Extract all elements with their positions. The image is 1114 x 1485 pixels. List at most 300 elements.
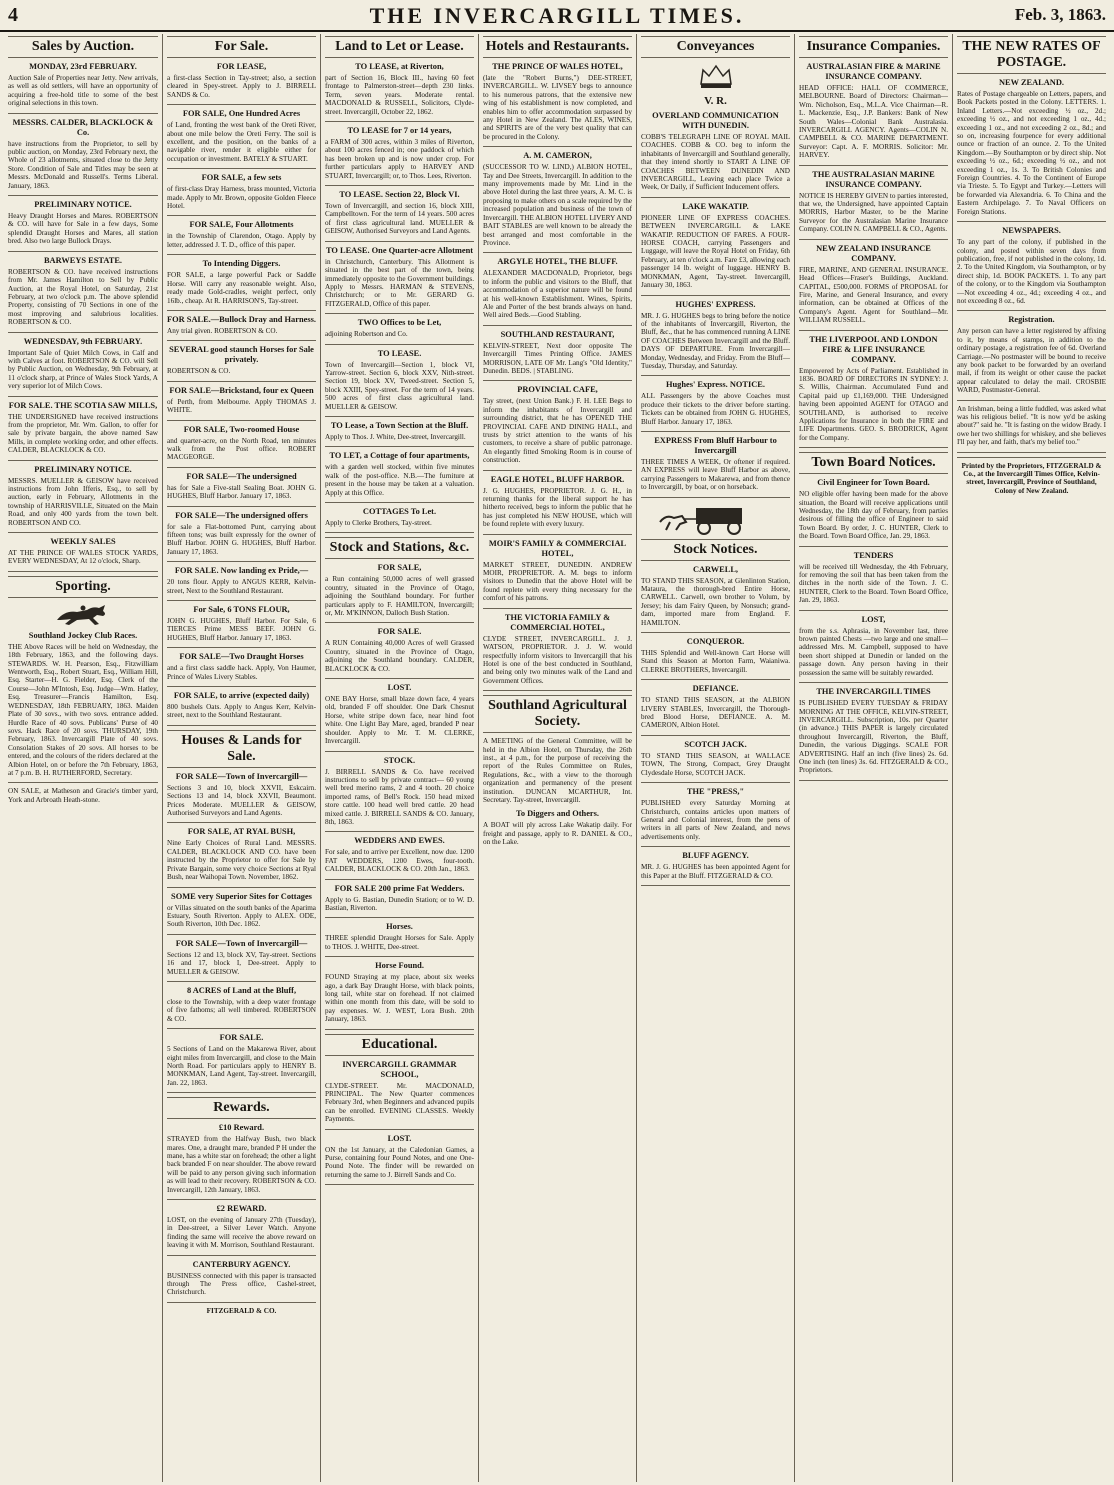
advertisement (799, 244, 948, 331)
divider (641, 375, 790, 376)
divider (167, 1028, 316, 1029)
advertisement (325, 126, 474, 186)
advertisement-title: BLUFF AGENCY. (682, 851, 749, 861)
advertisement (325, 1060, 474, 1130)
divider (325, 622, 474, 623)
advertisement-text: STRAYED from the Halfway Bush, two black mares. One, a draught mare, branded P H under the mane, has a white star on forehead; the other a light back branded F on near shoulder. The above reward will be paid to any person giving such information as will lead to their recovery. ROBERTSON & CO. Invercargill, 12th January, 1863. (167, 1135, 316, 1194)
advertisement (167, 827, 316, 887)
divider (8, 571, 158, 572)
section-heading-stock-stations: Stock and Stations, &c. (325, 537, 474, 559)
advertisement-text: LOST, on the evening of January 27th (Tuesday), in Dee-street, a Silver Lever Watch. Anyone finding the same will receive the above reward on leaving it with M. Morrison, Southland Restaurant. (167, 1216, 316, 1250)
advertisement-title: For Sale, 6 TONS FLOUR, (193, 605, 290, 614)
advertisement-text: part of Section 16, Block III., having 60 feet frontage to Palmerston-street—depth 230 links. Term, seven years. Moderate rental. MACDONALD & RUSSELL, Solicitors, Clyde-street. Invercargill, October 22, 1862. (325, 74, 474, 116)
advertisement (167, 566, 316, 601)
advertisement-title: TWO Offices to be Let, (357, 318, 442, 328)
column-insurance (794, 34, 952, 1482)
divider (799, 682, 948, 683)
advertisement-text: Tay street, (next Union Bank.) F. H. LEE Begs to inform the inhabitants of Invercargill and surrounding district, that he has OPENED THE PROVINCIAL CAFE AND DINING HALL, and trusts by strict attention to the wants of his customers, to receive a share of public patronage. An elegantly fitted Smoking Room is in course of construction. (483, 397, 632, 465)
advertisement-text: Any trial given. ROBERTSON & CO. (167, 326, 278, 335)
divider (167, 506, 316, 507)
advertisement-title: BARWEYS ESTATE. (43, 255, 123, 265)
town-board-list (799, 478, 948, 781)
divider (483, 470, 632, 471)
advertisement (167, 173, 316, 216)
advertisement-text: Town of Invercargill, and section 16, block XIII, Campbelltown. For the term of 14 years. 500 acres of first class agricultural land. MUELLER & GEISOW, Authorised Surveyors and Land Agents. (325, 202, 474, 236)
divider (325, 446, 474, 447)
advertisement (325, 451, 474, 503)
advertisement (641, 684, 790, 736)
newspaper-title: THE INVERCARGILL TIMES. (369, 3, 745, 28)
advertisement-title: INVERCARGILL GRAMMAR SCHOOL, (342, 1059, 457, 1079)
divider (167, 686, 316, 687)
advertisement-title: FOR SALE, to arrive (expected daily) (173, 691, 310, 701)
advertisement-title: FOR SALE 200 prime Fat Wedders. (334, 883, 465, 893)
section-heading-sporting: Sporting. (8, 576, 158, 598)
advertisement-text: or Villas situated on the south banks of the Aparima Estuary, South Riverton. Apply to ALEX. ODE, South Riverton, 10th Dec. 1862. (167, 903, 316, 929)
divider (8, 532, 158, 533)
advertisement-text: BUSINESS connected with this paper is transacted through The Press office, Cashel-street, Christchurch. (167, 1271, 316, 1297)
advertisement-text: will be received till Wednesday, the 4th February, for removing the soil that has been taken from the ditches in the north side of the Town. J. C. HUNTER, Clerk to the Board. Town Board Office, Jan. 29, 1863. (799, 562, 948, 605)
advertisement-title: CONQUEROR. (686, 637, 745, 647)
divider (641, 735, 790, 736)
advertisement-text: To any part of the colony, if published in the colony, and posted within seven days from publication, free, if not published in the colony, 1d. 2. To the United Kingdom, via Southampton, or by direct ship, 1d. BOOK PACKETS. 1. To any part of the colony, or to the Kingdom via Southampton—Not exceeding 4 oz., 4d.; exceeding 4 oz., and not exceeding 8 oz., 6d. (957, 238, 1106, 305)
divider (8, 460, 158, 461)
divider (641, 885, 790, 886)
timber-notice: ON SALE, at Matheson and Gracie's timber yard, York and Arbroath Heath-stone. (8, 787, 158, 804)
advertisement-title: Horse Found. (375, 961, 424, 971)
advertisement-title: TO LET, a Cottage of four apartments, (329, 451, 470, 461)
divider (641, 679, 790, 680)
advertisement-title: Registration. (1008, 315, 1055, 325)
advertisement (957, 405, 1106, 453)
advertisement-title: Horses. (386, 922, 413, 932)
advertisement-title: FOR SALE—The undersigned offers (175, 510, 308, 520)
advertisement (641, 300, 790, 377)
advertisement-text: Apply to G. Bastian, Dunedin Station; or to W. D. Bastian, Riverton. (325, 895, 474, 912)
advertisement-title: MOIR'S FAMILY & COMMERCIAL HOTEL, (488, 538, 627, 558)
advertisement (167, 1123, 316, 1200)
divider (325, 502, 474, 503)
advertisement-text: (late the "Robert Burns,") DEE-STREET, INVERCARGILL. W. LIVSEY begs to announce to his numerous patrons, that the extensive new wing of his establishment is now completed, and enables him to offer accommodation surpassed by any Hotel in New Zealand. The ALES, WINES, and SPIRITS are of the very best quality that can be procured in the Colony. (483, 74, 632, 141)
advertisement (167, 511, 316, 563)
advertisement (325, 507, 474, 533)
advertisement (641, 565, 790, 633)
advertisement (483, 257, 632, 325)
divider (325, 1184, 474, 1185)
advertisement-title: FOR SALE, Two-roomed House (183, 424, 300, 434)
advertisement-title: TO LEASE, at Riverton, (355, 62, 444, 71)
advertisement-title: FOR SALE. Now landing ex Pride,— (174, 566, 309, 576)
advertisement (167, 386, 316, 421)
advertisement-title: To Intending Diggers. (202, 259, 281, 269)
advertisement-text: 5 Sections of Land on the Makarewa River, about eight miles from Invercargill, and close to the Main North Road. For particulars apply to HENRY B. MONKMAN, Land Agent, Tay-street. Invercargill, Jan. 22, 1863. (167, 1045, 316, 1087)
advertisement-text: Rates of Postage chargeable on Letters, papers, and Book Packets posted in the Colony. LETTERS. 1. Inland Letters.—Not exceeding ½ oz., 2d.; exceeding ½ oz., and not exceeding 1 oz., 4d.; exceeding 1 oz., and not exceeding 2 oz., 8d.; and so on, increasing fourpence for every additional ounce or fraction of an ounce. 2. To the United Kingdom.—By Southampton or by direct ship. Not exceeding ½ oz., 6d.; exceeding ½ oz., and not exceeding 1 oz., 1s. 3. To British Colonies and Foreign Countries. 4. To the Continent of Europe via Trieste. 5. To Egypt and Turkey.—Letters will be forwarded via Alexandria. 6. To China and the Eastern Archipelago. 7. To Naval Officers on Foreign Stations. (957, 90, 1106, 216)
advertisement (325, 349, 474, 417)
advertisement (8, 62, 158, 114)
advertisement-text: TO STAND THIS SEASON, at Glenlinton Station, Mataura, the thorough-bred Entire Horse, CARWELL. Carwell, own brother to Volum, by Jersey; his dam Fairy Queen, by Nonsuch; grand-dam, imported mare from England. F. HAMILTON. (641, 576, 790, 627)
advertisement-title: CARWELL, (692, 564, 739, 574)
section-heading-agricultural-society: Southland Agricultural Society. (483, 695, 632, 733)
advertisement-title: FOR SALE, a few sets (201, 173, 282, 183)
advertisement-title: FOR SALE, One Hundred Acres (182, 109, 301, 119)
advertisement-text: MARKET STREET, DUNEDIN. ANDREW MOIR, PROPRIETOR. A. M. begs to inform visitors to Dunedin that the above Hotel will be found replete with every thing necessary for the comfort of his patrons. (483, 560, 632, 603)
insurance-list (799, 62, 948, 448)
advertisement-title: THE INVERCARGILL TIMES (816, 687, 931, 697)
divider (167, 1302, 316, 1303)
advertisement (483, 475, 632, 535)
section-heading-for-sale: For Sale. (167, 36, 316, 58)
advertisement-text: HEAD OFFICE: HALL OF COMMERCE, MELBOURNE. Board of Directors: Chairman—Wm. Nicholson, Esq., M.L.A. Vice Chairman—R. L. Mackenzie, Esq., J.P. Bankers: Bank of New South Wales—Colonial Bank Australasia. INVERCARGILL AGENCY. Agents—COLIN N. CAMPBELL & CO. MARINE DEPARTMENT. Surveyor: Capt. A. F. MORRIS. Solicitor: Mr. HARVEY. (799, 84, 948, 160)
advertisement-text: for sale a Flat-bottomed Punt, carrying about fifteen tons; was built expressly for the owner of Bluff Harbor. JOHN G. HUGHES, Bluff Harbor. January 17, 1863. (167, 522, 316, 556)
race-meeting-title: Southland Jockey Club Races. (28, 630, 138, 640)
divider (325, 917, 474, 918)
divider (483, 325, 632, 326)
advertisement-text: FIRE, MARINE, AND GENERAL INSURANCE. Head Offices—Fraser's Buildings, Auckland. CAPITAL, £500,000. FORMS of PROPOSAL for Fire, Marine, and General Insurance, and every information, can be obtained at Offices of the Company's Agent. Agent for Southland—Mr. WILLIAM RUSSELL. (799, 265, 948, 325)
column-land-lease (320, 34, 478, 1482)
advertisement (167, 425, 316, 468)
divider (325, 751, 474, 752)
section-heading-hotels: Hotels and Restaurants. (483, 36, 632, 58)
advertisement-title: DEFIANCE. (692, 684, 739, 694)
column-hotels (478, 34, 636, 1482)
advertisement-title: AUSTRALASIAN FIRE & MARINE INSURANCE COMPANY. (806, 62, 941, 81)
advertisement-text: TO STAND THIS SEASON, at WALLACE TOWN, The Strong, Compact, Grey Draught Clydesdale Horse, SCOTCH JACK. (641, 751, 790, 777)
advertisement-text: of Perth, from Melbourne. Apply THOMAS J. WHITE. (167, 397, 316, 415)
advertisement-title: LAKE WAKATIP. (682, 201, 749, 211)
divider (957, 221, 1106, 222)
advertisement-text: Important Sale of Quiet Milch Cows, in Calf and with Calves at foot. ROBERTSON & CO. will Sell by Public Auction, on Wednesday, 9th February, at 11 o'clock sharp, at Prince of Wales Stock Yards, A very superior lot of Milch Cows. (8, 348, 158, 391)
divider (483, 252, 632, 253)
advertisement (167, 62, 316, 105)
divider (167, 934, 316, 935)
divider (325, 678, 474, 679)
advertisement-title: TO Lease, a Town Section at the Bluff. (330, 420, 469, 430)
advertisement-title: WEDDERS AND EWES. (354, 836, 445, 846)
advertisement-text: in Christchurch, Canterbury. This Allotment is situated in the best part of the town, being immediately opposite to the Government buildings. Apply to Messrs. HARMAN & STEVENS, Christchurch; or to Mr. GERARD G. FITZGERALD, Office of this paper. (325, 257, 474, 308)
advertisement-title: SEVERAL good staunch Horses for Sale privately. (169, 345, 314, 365)
divider (483, 534, 632, 535)
advertisement-title: CANTERBURY AGENCY. (192, 1259, 291, 1269)
divider (957, 310, 1106, 311)
advertisement (325, 563, 474, 623)
divider (167, 647, 316, 648)
divider (167, 981, 316, 982)
advertisement-text: ROBERTSON & CO. (167, 367, 231, 376)
advertisement-title: PRELIMINARY NOTICE. (34, 464, 132, 474)
divider (167, 1092, 316, 1093)
advertisement (325, 421, 474, 447)
divider (167, 168, 316, 169)
advertisement-text: KELVIN-STREET, Next door opposite The Invercargill Times Printing Office. JAMES MORRISON, LATE OF Mr. Lang's "Old Identity," Dunedin. BEDS. | STABLING. (483, 341, 632, 375)
postage-list (957, 78, 1106, 453)
divider (167, 1199, 316, 1200)
divider (8, 113, 158, 114)
advertisement-text: THE UNDERSIGNED have received instructions from the proprietor, Mr. Wm. Gallon, to offer for sale by private bargain, the above named Saw Mills, in complete working order, and other effects. CALDER, BLACKLOCK & CO. (8, 412, 158, 455)
advertisement-title: 8 ACRES of Land at the Bluff, (186, 985, 297, 995)
advertisement-text: A RUN Containing 40,000 Acres of well Grassed Country, situated in the Province of Otago, adjoining the Southland boundary. CALDER, BLACKLOCK & CO. (325, 639, 474, 673)
advertisement (167, 1260, 316, 1303)
advertisement-text: a first-class Section in Tay-street; also, a section cleared in Spey-street. Apply to J. BIRRELL SANDS & Co. (167, 74, 316, 99)
advertisement (641, 380, 790, 432)
advertisement-text: of first-class Dray Harness, brass mounted, Victoria made. Apply to Mr. Brown, opposite Golden Fleece Hotel. (167, 185, 316, 211)
divider (167, 340, 316, 341)
divider (325, 956, 474, 957)
lease-list (325, 62, 474, 533)
advertisement (167, 315, 316, 341)
section-heading-postage: THE NEW RATES OF POSTAGE. (957, 36, 1106, 74)
advertisement (8, 256, 158, 333)
advertisement-title: THE AUSTRALASIAN MARINE INSURANCE COMPANY. (812, 169, 935, 189)
advertisement-text: Sections 12 and 13, block XV, Tay-street. Sections 16 and 17, block I, Dee-street. Apply to MUELLER & GEISOW. (167, 950, 316, 976)
page-number: 4 (8, 4, 18, 26)
divider (325, 831, 474, 832)
advertisement-text: from the s.s. Aphrasia, in November last, three brown painted Chests —two large and one small—addressed Mrs. M. Campbell, supposed to have been short shipped at Dunedin or landed on the passage down. Any person having in their possession the same will be suitably rewarded. (799, 626, 948, 677)
advertisement-title: ARGYLE HOTEL, THE BLUFF. (497, 257, 618, 267)
divider (167, 310, 316, 311)
masthead (0, 0, 1114, 32)
advertisement (641, 436, 790, 498)
advertisement-text: FOUND Straying at my place, about six weeks ago, a dark Bay Draught Horse, with black points, long tail, white star on forehead. If not claimed within one month from this date, will be sold to pay expenses. W. J. WEST, Lora Bush. 20th January, 1863. (325, 973, 474, 1024)
advertisement (8, 401, 158, 461)
advertisement-text: and quarter-acre, on the North Road, ten minutes walk from the Post office. ROBERT MACGEORGE. (167, 436, 316, 462)
column-imprint: FITZGERALD & CO. (206, 1306, 277, 1315)
advertisement-text: AT THE PRINCE OF WALES STOCK YARDS, EVERY WEDNESDAY, At 12 o'clock, Sharp. (8, 549, 158, 566)
divider (325, 1129, 474, 1130)
advertisement-title: FOR SALE—The undersigned (186, 471, 297, 481)
advertisement (641, 111, 790, 198)
advertisement (799, 62, 948, 166)
divider (799, 546, 948, 547)
divider (8, 332, 158, 333)
advertisement-title: STOCK. (383, 755, 416, 765)
divider (957, 457, 1106, 458)
advertisement-text: Empowered by Acts of Parliament. Established in 1836. BOARD OF DIRECTORS IN SYDNEY: J. S. Willis, Chairman. Accumulated Fund and Capital paid up £1,169,000. THE Undersigned having been appointed AGENT for OTAGO and SOUTHLAND, is authorised to receive Applications for Insurance in both the FIRE and LIFE Departments. GEO. S. BRODRICK, Agent for the Company. (799, 366, 948, 442)
advertisement-text: CLYDE-STREET. Mr. MACDONALD, PRINCIPAL. The New Quarter commences February 3rd, when Beginners and advanced pupils can be enrolled. EVENING CLASSES. Weekly Payments. (325, 1081, 474, 1124)
advertisement-title: SOME very Superior Sites for Cottages (171, 891, 312, 901)
divider (641, 497, 790, 498)
advertisement-text: ROBERTSON & CO. have received instructions from Mr. James Hamilton to Sell by Public Auction, at the Royal Hotel, on Saturday, 21st February, at two o'clock p.m. The above splendid Property, consisting of 70 Sections in one of the most improving and salubrious localities. ROBERTSON & CO. (8, 267, 158, 327)
advertisement (8, 337, 158, 397)
advertisement-text: TO STAND THIS SEASON, at the ALBION LIVERY STABLES, Invercargill, the Thorough-bred Blood Horse, DEFIANCE. A. M. CAMERON, Albion Hotel. (641, 696, 790, 730)
advertisement-text: THIS Splendid and Well-known Cart Horse will Stand this Season at Morton Farm, Waianiwa. CLERKE BROTHERS, Invercargill. (641, 649, 790, 674)
advertisement-title: £10 Reward. (218, 1123, 265, 1133)
divider (325, 879, 474, 880)
divider (799, 165, 948, 166)
divider (641, 295, 790, 296)
divider (8, 782, 158, 783)
advertisement (167, 605, 316, 648)
advertisement (167, 986, 316, 1029)
advertisement (167, 109, 316, 169)
advertisement (799, 551, 948, 611)
section-heading-auction: Sales by Auction. (8, 36, 158, 58)
divider (483, 690, 632, 691)
advertisement-title: FOR SALE. (219, 1033, 264, 1043)
columns (4, 34, 1110, 1482)
advertisement-text: ON the 1st January, at the Caledonian Games, a Purse, containing four Pound Notes, and one One-Pound Note. The finder will be rewarded on returning the same to J. Birrell Sands and Co. (325, 1145, 474, 1179)
advertisement (167, 472, 316, 507)
advertisement (641, 740, 790, 783)
advertisement-text: Apply to Clerke Brothers, Tay-street. (325, 519, 432, 527)
advertisement-text: MR. J. G. HUGHES has been appointed Agent for this Paper at the Bluff. FITZGERALD & CO. (641, 863, 790, 880)
advertisement (325, 62, 474, 122)
advertisement-text: THREE splendid Draught Horses for Sale. Apply to THOS. J. WHITE, Dee-street. (325, 934, 474, 951)
advertisement-text: ALEXANDER MACDONALD, Proprietor, begs to inform the public and visitors to the Bluff, that accommodation of a superior nature will be found at his well-known Establishment. Wines, Spirits, Ale and Porter of the best brands always on hand. Well aired Beds.—Good Stabling. (483, 269, 632, 320)
advertisement-title: FOR SALE—Brickstand, four ex Queen (169, 385, 314, 395)
advertisement (167, 772, 316, 824)
advertisement-text: Town of Invercargill—Section 1, block VI, Yarrow-street. Section 6, block XXV, Nith-street. Section 19, block XV, Tweed-street. Section 5, block XXIII, Spey-street. For the term of 14 years. 500 acres of first class agricultural land. MUELLER & GEISOW. (325, 360, 474, 411)
divider (8, 251, 158, 252)
advertisement-text: MR. J. G. HUGHES begs to bring before the notice of the inhabitants of Invercargill, Riverton, the Bluff, &c., that he has commenced running A LINE OF COACHES Between Invercargill and the Bluff. DAYS OF DEPARTURE. From Invercargill—Monday, Wednesday, and Friday. From the Bluff—Tuesday, Thursday, and Saturday. (641, 311, 790, 370)
advertisement-title: THE LIVERPOOL AND LONDON FIRE & LIFE INSURANCE COMPANY. (809, 334, 938, 364)
advertisement-title: LOST, (861, 614, 886, 624)
advertisement-title: FOR SALE. (377, 627, 422, 637)
divider (641, 782, 790, 783)
divider (483, 608, 632, 609)
advertisement-text: J. G. HUGHES, PROPRIETOR. J. G. H., in returning thanks for the liberal support he has hitherto received, begs to inform the public that he has just completed his NEW HOUSE, which will be found replete with every luxury. (483, 486, 632, 529)
advertisement (325, 318, 474, 344)
advertisement (799, 335, 948, 449)
advertisement-text: close to the Township, with a deep water frontage of five fathoms; all well timbered. ROBERTSON & CO. (167, 997, 316, 1023)
advertisement-title: TO LEASE. Section 22, Block VI. (339, 190, 460, 200)
advertisement-title: FOR LEASE, (216, 62, 267, 71)
for-sale-list (167, 62, 316, 726)
advertisement-text: MESSRS. MUELLER & GEISOW have received instructions from John Ifferis, Esq., to sell by auction, early in February, Allotments in the township of HARRISVILLE, Situated on the Main Road, and only 400 yards from the town belt. ROBERTSON AND CO. (8, 476, 158, 527)
advertisement-text: NOTICE IS HEREBY GIVEN to parties interested, that we, the Undersigned, have appointed Captain MORRIS, Harbor Master, to be the Marine Surveyor for the Australasian Marine Insurance Company. COLIN N. CAMPBELL & CO., Agents. (799, 191, 948, 234)
educational-list (325, 1060, 474, 1186)
advertisement-title: FOR SALE, (377, 563, 422, 573)
advertisement (167, 259, 316, 311)
advertisement-title: EAGLE HOTEL, BLUFF HARBOR. (490, 474, 625, 484)
advertisement-title: WEDNESDAY, 9th FEBRUARY. (23, 336, 143, 346)
advertisement-title: SOUTHLAND RESTAURANT, (500, 329, 615, 339)
advertisement (325, 683, 474, 751)
advertisement (167, 1204, 316, 1256)
section-heading-houses: Houses & Lands for Sale. (167, 730, 316, 768)
advertisement (167, 691, 316, 726)
hotels-list (483, 62, 632, 691)
advertisement (641, 637, 790, 680)
section-heading-insurance: Insurance Companies. (799, 36, 948, 58)
advertisement (325, 627, 474, 679)
advertisement-title: FOR SALE. THE SCOTIA SAW MILLS, (8, 400, 158, 410)
divider (641, 197, 790, 198)
advertisement-title: COTTAGES To Let. (362, 507, 437, 516)
royal-crest-icon (691, 62, 741, 92)
divider (167, 1255, 316, 1256)
advertisement (325, 190, 474, 242)
divider (8, 195, 158, 196)
advertisement (325, 1134, 474, 1186)
advertisement-title: SCOTCH JACK. (684, 739, 747, 749)
advertisement-title: PROVINCIAL CAFE, (517, 385, 598, 395)
divider (641, 846, 790, 847)
advertisement (641, 787, 790, 847)
auction-list (8, 62, 158, 572)
advertisement-title: THE VICTORIA FAMILY & COMMERCIAL HOTEL, (504, 612, 611, 632)
advertisement-title: LOST. (387, 683, 412, 693)
advertisement-title: FOR SALE—Two Draught Horses (179, 652, 304, 662)
advertisement-title: THE "PRESS," (686, 787, 745, 797)
section-heading-land-lease: Land to Let or Lease. (325, 36, 474, 58)
advertisement-text: of Land, fronting the west bank of the Oreti River, about one mile below the Oreti Ferry. The soil is excellent, and the position, on the banks of a navigable river, render it eligible either for occupation or investment. BATELY & STUART. (167, 121, 316, 163)
stock-list (325, 563, 474, 1029)
divider (167, 215, 316, 216)
divider (483, 380, 632, 381)
advertisement-title: £2 REWARD. (216, 1204, 267, 1214)
advertisement (957, 78, 1106, 222)
advertisement-text: PIONEER LINE OF EXPRESS COACHES. BETWEEN INVERCARGILL & LAKE WAKATIP. REDUCTION OF FARES. A FOUR-HORSE COACH, carrying Passengers and Luggage, will leave the Royal Hotel on Friday, 6th February, at ten o'clock a.m. Fare £3, allowing each passenger 14 lb. weight of luggage. HENRY B. MONKMAN, Agent, Tay-street. Invercargill, January 30, 1863. (641, 213, 790, 290)
divider (167, 381, 316, 382)
section-heading-educational: Educational. (325, 1034, 474, 1056)
advertisement (325, 836, 474, 879)
divider (8, 396, 158, 397)
conveyances-list (641, 111, 790, 498)
coach-icon (656, 502, 776, 536)
advertisement-title: TO LEASE for 7 or 14 years, (347, 126, 452, 136)
column-for-sale (162, 34, 320, 1482)
advertisement-title: THE PRINCE OF WALES HOTEL, (492, 62, 623, 71)
divider (167, 822, 316, 823)
advertisement-title: HUGHES' EXPRESS. (675, 299, 756, 309)
divider (325, 121, 474, 122)
divider (325, 416, 474, 417)
advertisement-text: Auction Sale of Properties near Jetty. New arrivals, as well as old settlers, will have an opportunity of acquiring a free-hold title to some of the best original selections in this town. (8, 74, 158, 108)
advertisement (325, 246, 474, 314)
advertisement-text: a FARM of 300 acres, within 3 miles of Riverton, about 100 acres fenced in; one paddock of which has been broken up and is now under crop. For further particulars apply to HARVEY AND STUART, Invercargill; or, to Thos. Lees, Riverton. (325, 138, 474, 180)
advertisement-text: CLYDE STREET, INVERCARGILL. J. J. WATSON, PROPRIETOR. J. J. W. would respectfully inform visitors to Invercargill that his Hotel is one of the best conducted in Southland, and being only two minutes walk of the Land and Government Offices. (483, 634, 632, 685)
advertisement (483, 613, 632, 691)
advertisement-text: adjoining Robertson and Co. (325, 330, 408, 339)
advertisement-title: WEEKLY SALES (50, 537, 116, 547)
race-meeting-text: THE Above Races will be held on Wednesday, the 18th February, 1863, and the following days. STEWARDS. W. H. Pearson, Esq., Fitzwilliam Wentworth, Esq., Robert Stuart, Esq., William Hill, Esq. Starter—H. G. Fielder, Esq. Clerk of the Course—John M'Intosh, Esq. Judge—Wm. Hatley, Esq. Treasurer—Francis Hamilton, Esq. WEDNESDAY, 18th FEBRUARY, 1863. Maiden Plate of 30 sovs., with two sovs. entrance added. Hurdle Race of 40 sovs. Publicans' Purse of 40 sovs. Hack Race of 20 sovs. THURSDAY, 19th February, 1863. Invercargill Plate of 40 sovs. Consolation Stakes of 20 sovs. All horses to be entered, and the colours of the riders declared at the Albion Hotel, on or before the 7th February, 1863, at 7 p.m. B. H. RUTHERFORD, Secretary. (8, 642, 158, 777)
advertisement-title: FOR SALE.—Bullock Dray and Harness. (167, 314, 316, 324)
advertisement-text: J. BIRRELL SANDS & Co. have received instructions to sell by private contract— 60 young well bred merino rams, 2 and 4 tooth. 20 choice imported rams, of Bell's Rock. 150 head mixed store cattle. 100 head well bred cattle. 20 head mixed cattle. J. BIRRELL SANDS & CO. January, 8th, 1863. (325, 767, 474, 826)
advertisement (167, 892, 316, 935)
divider (167, 561, 316, 562)
section-heading-stock-notices: Stock Notices. (641, 539, 790, 561)
advertisement-text: IS PUBLISHED EVERY TUESDAY & FRIDAY MORNING AT THE OFFICE, KELVIN-STREET, INVERCARGILL. Subscription, 10s. per Quarter (in advance.) THIS PAPER is largely circulated throughout Invercargill, Riverton, the Bluff, Dunedin, the various Diggings. SCALE FOR ADVERTISING. Half an inch (five lines) 2s. 6d. One inch (ten lines) 3s. 6d. FITZGERALD & CO., Proprietors. (799, 699, 948, 775)
advertisement-text: Heavy Draught Horses and Mares. ROBERTSON & CO. will have for Sale in a few days, Some splendid Draught Horses and Mares, all station bred. Also two large Bullock Drays. (8, 212, 158, 246)
divider (167, 600, 316, 601)
stock-notices-list (641, 565, 790, 886)
advertisement-text: FOR SALE, a large powerful Pack or Saddle Horse. Will carry any reasonable weight. Also, ready made Gold-cradles, weight perfect, only 16lb., cheap. At R. HARRISON'S, Tay-street. (167, 271, 316, 305)
section-heading-town-board: Town Board Notices. (799, 452, 948, 474)
divider (167, 887, 316, 888)
advertisement-text: Nine Early Choices of Rural Land. MESSRS. CALDER, BLACKLOCK AND CO. have been instructed by the Proprietor to offer for Sale by Private Bargain, some very choice Sections at Ryal Bush, near Waihopai Town. November, 1862. (167, 839, 316, 882)
divider (167, 725, 316, 726)
divider (167, 254, 316, 255)
advertisement (167, 220, 316, 255)
advertisement (8, 200, 158, 252)
advertisement (483, 539, 632, 609)
advertisement-title: NEW ZEALAND. (999, 78, 1064, 87)
divider (799, 780, 948, 781)
advertisement (483, 62, 632, 147)
advertisement (799, 478, 948, 546)
advertisement-text: with a garden well stocked, within five minutes walk of the post-office. N.B.—The furniture at present in the house may be taken at a valuation. Apply at this Office. (325, 463, 474, 497)
advertisement-title: FOR SALE—Town of Invercargill— (175, 938, 308, 948)
advertisement-text: 20 tons flour. Apply to ANGUS KERR, Kelvin-street, Next to the Southland Restaurant. (167, 578, 316, 595)
advertisement (957, 315, 1106, 400)
advertisement (483, 330, 632, 382)
advertisement (8, 465, 158, 533)
section-heading-rewards: Rewards. (167, 1097, 316, 1119)
advertisement (799, 170, 948, 240)
racehorse-icon (53, 602, 113, 628)
column-conveyances (636, 34, 794, 1482)
advertisement (167, 345, 316, 381)
